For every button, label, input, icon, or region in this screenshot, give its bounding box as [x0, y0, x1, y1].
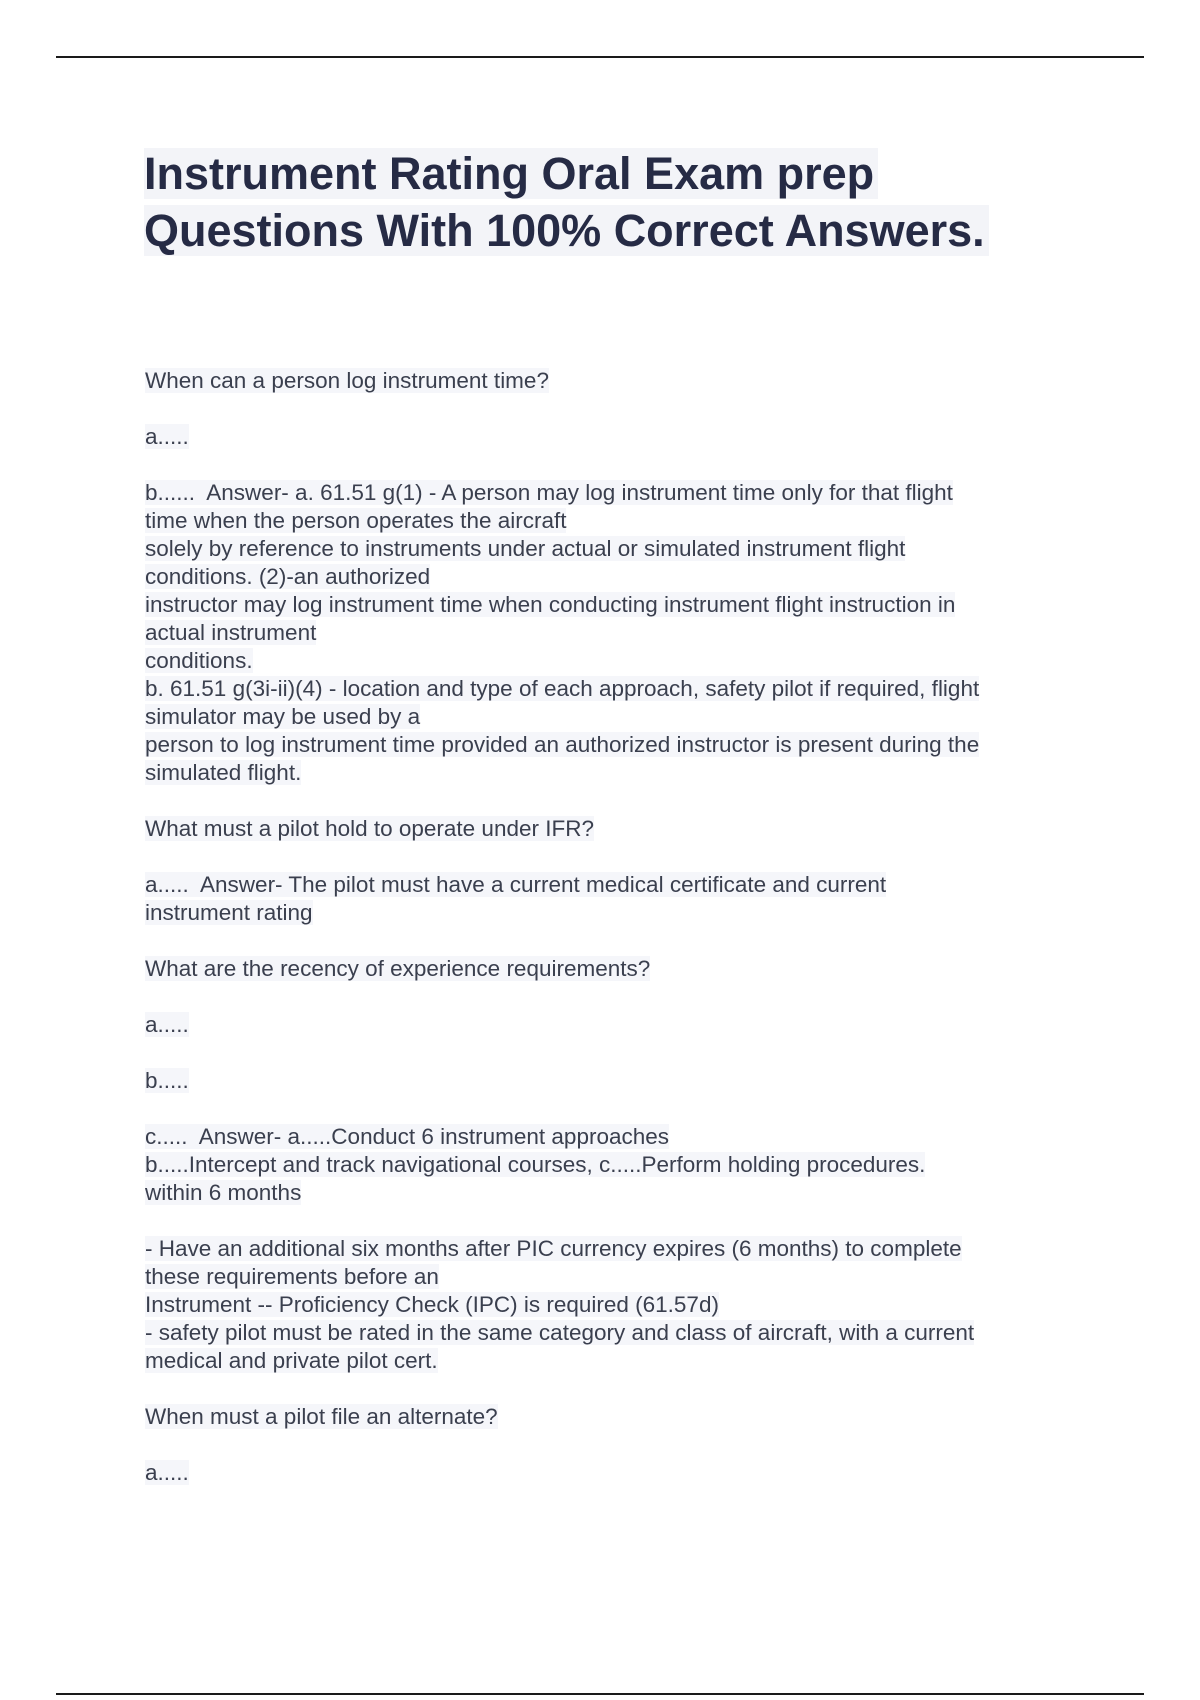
qa-paragraph [145, 1459, 1065, 1487]
text-line-content: a..... [145, 424, 189, 449]
text-line-content: What are the recency of experience requirements? [145, 956, 651, 981]
text-line-content: b.....Intercept and track navigational courses, c.....Perform holding procedures. [145, 1152, 926, 1177]
text-line [145, 367, 1065, 395]
text-line [145, 703, 1065, 731]
text-line-content: within 6 months [145, 1180, 302, 1205]
text-line [145, 815, 1065, 843]
text-line-content: conditions. [145, 648, 253, 673]
qa-paragraph [145, 871, 1065, 927]
text-line-content: - Have an additional six months after PIC currency expires (6 months) to complete [145, 1236, 962, 1261]
qa-paragraph [145, 1403, 1065, 1431]
text-line [145, 1067, 1065, 1095]
text-line [145, 647, 1065, 675]
text-line-content: b...... Answer- a. 61.51 g(1) - A person may log instrument time only for that flight [145, 480, 953, 505]
title-line-1: Instrument Rating Oral Exam prep [144, 148, 878, 199]
text-line-content: b..... [145, 1068, 189, 1093]
text-line [145, 423, 1065, 451]
text-line [145, 563, 1065, 591]
text-line-content: a..... Answer- The pilot must have a current medical certificate and current [145, 872, 887, 897]
text-line-content: solely by reference to instruments under actual or simulated instrument flight [145, 536, 906, 561]
text-line [145, 1291, 1065, 1319]
header-rule [56, 56, 1144, 58]
text-line [145, 759, 1065, 787]
text-line-content: time when the person operates the aircraft [145, 508, 567, 533]
text-line-content: What must a pilot hold to operate under IFR? [145, 816, 594, 841]
text-line [145, 899, 1065, 927]
text-line-content: these requirements before an [145, 1264, 439, 1289]
text-line [145, 479, 1065, 507]
text-line-content: medical and private pilot cert. [145, 1348, 438, 1373]
title-line-2: Questions With 100% Correct Answers. [144, 205, 989, 256]
text-line [145, 1319, 1065, 1347]
qa-paragraph [145, 815, 1065, 843]
text-line [145, 619, 1065, 647]
qa-paragraph [145, 367, 1065, 395]
text-line-content: c..... Answer- a.....Conduct 6 instrument approaches [145, 1124, 670, 1149]
text-line [145, 1459, 1065, 1487]
text-line-content: When must a pilot file an alternate? [145, 1404, 498, 1429]
text-line-content: Instrument -- Proficiency Check (IPC) is required (61.57d) [145, 1292, 719, 1317]
text-line [145, 1403, 1065, 1431]
text-line-content: a..... [145, 1012, 189, 1037]
qa-paragraph [145, 1123, 1065, 1207]
qa-paragraph [145, 1011, 1065, 1039]
text-line [145, 1179, 1065, 1207]
text-line-content: - safety pilot must be rated in the same category and class of aircraft, with a current [145, 1320, 975, 1345]
text-line [145, 1235, 1065, 1263]
text-line-content: person to log instrument time provided an authorized instructor is present during the [145, 732, 980, 757]
text-line-content: b. 61.51 g(3i-ii)(4) - location and type of each approach, safety pilot if required, flight [145, 676, 980, 701]
text-line-content: conditions. (2)-an authorized [145, 564, 431, 589]
text-line [145, 675, 1065, 703]
text-line-content: actual instrument [145, 620, 317, 645]
text-line-content: simulator may be used by a [145, 704, 421, 729]
text-line-content: simulated flight. [145, 760, 302, 785]
text-line [145, 1011, 1065, 1039]
document-title [144, 145, 1054, 259]
qa-paragraph [145, 1235, 1065, 1375]
text-line-content: When can a person log instrument time? [145, 368, 549, 393]
text-line [145, 1151, 1065, 1179]
qa-paragraph [145, 955, 1065, 983]
text-line [145, 955, 1065, 983]
text-line-content: instrument rating [145, 900, 313, 925]
text-line [145, 871, 1065, 899]
footer-rule [56, 1693, 1144, 1695]
text-line [145, 507, 1065, 535]
text-line [145, 731, 1065, 759]
document-body [145, 367, 1065, 1515]
text-line [145, 1263, 1065, 1291]
qa-paragraph [145, 423, 1065, 451]
text-line-content: a..... [145, 1460, 189, 1485]
text-line [145, 1123, 1065, 1151]
document-title-block [144, 145, 1054, 259]
qa-paragraph [145, 1067, 1065, 1095]
text-line [145, 535, 1065, 563]
text-line-content: instructor may log instrument time when conducting instrument flight instruction in [145, 592, 956, 617]
qa-paragraph [145, 479, 1065, 787]
text-line [145, 591, 1065, 619]
text-line [145, 1347, 1065, 1375]
